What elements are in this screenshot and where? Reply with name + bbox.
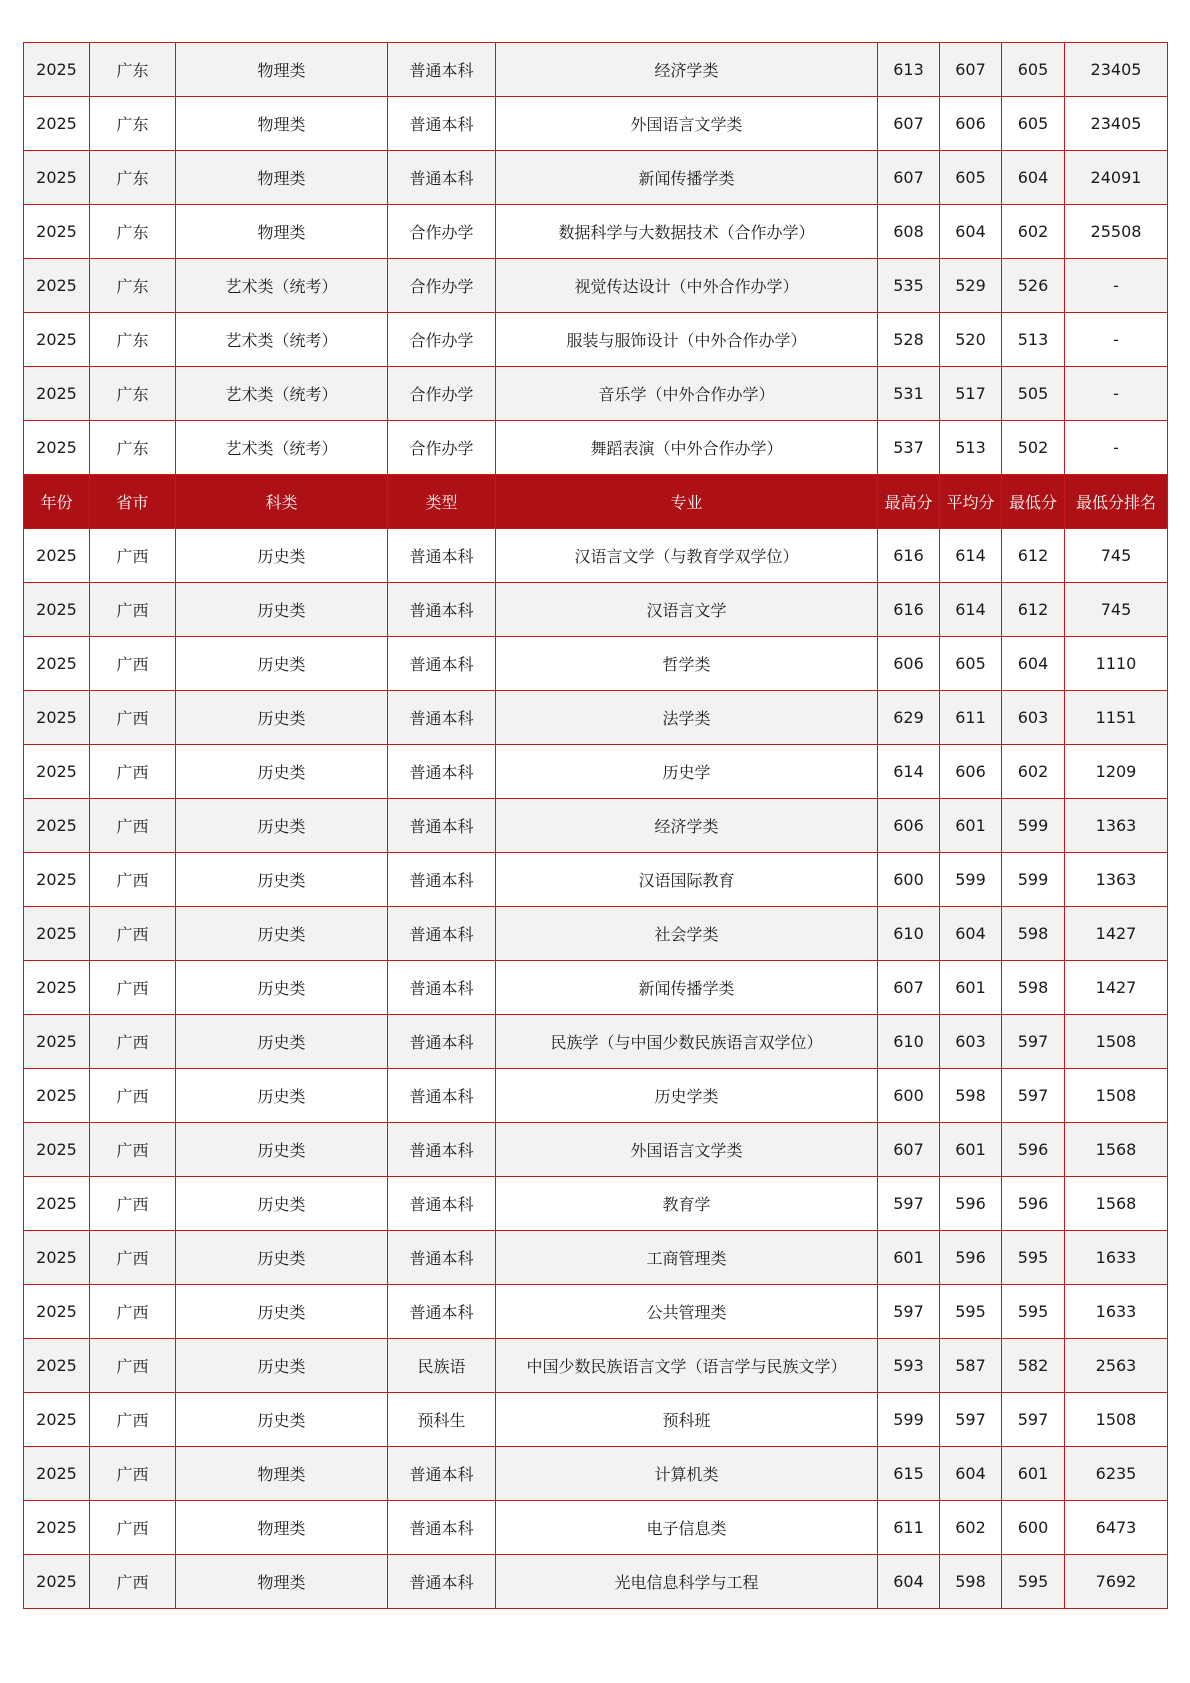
table-row <box>24 313 1168 367</box>
min-rank-cell: 1427 <box>1065 961 1168 1015</box>
min-rank-cell: 745 <box>1065 583 1168 637</box>
avg-score-cell: 596 <box>940 1231 1002 1285</box>
header-min-rank: 最低分排名 <box>1065 475 1168 529</box>
table-body-guangxi <box>24 529 1168 1609</box>
subject-category-cell: 历史类 <box>176 1123 388 1177</box>
province-cell: 广西 <box>90 1447 176 1501</box>
min-rank-cell: 23405 <box>1065 97 1168 151</box>
province-cell: 广西 <box>90 907 176 961</box>
max-score-cell: 610 <box>878 907 940 961</box>
province-cell: 广东 <box>90 313 176 367</box>
program-type-cell: 普通本科 <box>388 1555 496 1609</box>
max-score-cell: 616 <box>878 583 940 637</box>
province-cell: 广西 <box>90 1069 176 1123</box>
avg-score-cell: 606 <box>940 97 1002 151</box>
province-cell: 广西 <box>90 1555 176 1609</box>
province-cell: 广西 <box>90 1231 176 1285</box>
table-row <box>24 1123 1168 1177</box>
year-cell: 2025 <box>24 1393 90 1447</box>
min-score-cell: 526 <box>1002 259 1065 313</box>
province-cell: 广东 <box>90 43 176 97</box>
table-row <box>24 637 1168 691</box>
year-cell: 2025 <box>24 1447 90 1501</box>
year-cell: 2025 <box>24 691 90 745</box>
table-row <box>24 583 1168 637</box>
max-score-cell: 629 <box>878 691 940 745</box>
year-cell: 2025 <box>24 205 90 259</box>
subject-category-cell: 艺术类（统考） <box>176 367 388 421</box>
admission-score-table-page <box>23 42 1167 1609</box>
major-cell: 外国语言文学类 <box>496 97 878 151</box>
max-score-cell: 597 <box>878 1285 940 1339</box>
province-cell: 广西 <box>90 1285 176 1339</box>
min-rank-cell: - <box>1065 313 1168 367</box>
province-cell: 广西 <box>90 1015 176 1069</box>
avg-score-cell: 614 <box>940 583 1002 637</box>
max-score-cell: 607 <box>878 151 940 205</box>
subject-category-cell: 历史类 <box>176 853 388 907</box>
program-type-cell: 普通本科 <box>388 1285 496 1339</box>
major-cell: 公共管理类 <box>496 1285 878 1339</box>
avg-score-cell: 611 <box>940 691 1002 745</box>
avg-score-cell: 598 <box>940 1555 1002 1609</box>
table-row <box>24 853 1168 907</box>
max-score-cell: 614 <box>878 745 940 799</box>
subject-category-cell: 物理类 <box>176 1447 388 1501</box>
year-cell: 2025 <box>24 1339 90 1393</box>
subject-category-cell: 历史类 <box>176 745 388 799</box>
table-row <box>24 367 1168 421</box>
program-type-cell: 合作办学 <box>388 313 496 367</box>
avg-score-cell: 601 <box>940 799 1002 853</box>
province-cell: 广西 <box>90 583 176 637</box>
subject-category-cell: 物理类 <box>176 151 388 205</box>
province-cell: 广西 <box>90 637 176 691</box>
min-rank-cell: 1633 <box>1065 1285 1168 1339</box>
subject-category-cell: 物理类 <box>176 97 388 151</box>
province-cell: 广西 <box>90 691 176 745</box>
major-cell: 社会学类 <box>496 907 878 961</box>
major-cell: 民族学（与中国少数民族语言双学位） <box>496 1015 878 1069</box>
avg-score-cell: 595 <box>940 1285 1002 1339</box>
min-rank-cell: 1363 <box>1065 853 1168 907</box>
min-score-cell: 596 <box>1002 1177 1065 1231</box>
min-rank-cell: 6235 <box>1065 1447 1168 1501</box>
min-rank-cell: 1508 <box>1065 1015 1168 1069</box>
major-cell: 计算机类 <box>496 1447 878 1501</box>
year-cell: 2025 <box>24 1177 90 1231</box>
program-type-cell: 普通本科 <box>388 1177 496 1231</box>
table-row <box>24 259 1168 313</box>
province-cell: 广西 <box>90 1123 176 1177</box>
max-score-cell: 593 <box>878 1339 940 1393</box>
avg-score-cell: 513 <box>940 421 1002 475</box>
major-cell: 视觉传达设计（中外合作办学） <box>496 259 878 313</box>
min-score-cell: 582 <box>1002 1339 1065 1393</box>
subject-category-cell: 历史类 <box>176 1393 388 1447</box>
subject-category-cell: 历史类 <box>176 1231 388 1285</box>
min-rank-cell: - <box>1065 367 1168 421</box>
province-cell: 广西 <box>90 1501 176 1555</box>
subject-category-cell: 历史类 <box>176 961 388 1015</box>
min-score-cell: 502 <box>1002 421 1065 475</box>
province-cell: 广西 <box>90 1393 176 1447</box>
table-row <box>24 529 1168 583</box>
max-score-cell: 607 <box>878 97 940 151</box>
province-cell: 广西 <box>90 1339 176 1393</box>
province-cell: 广西 <box>90 799 176 853</box>
program-type-cell: 普通本科 <box>388 43 496 97</box>
subject-category-cell: 艺术类（统考） <box>176 421 388 475</box>
year-cell: 2025 <box>24 1285 90 1339</box>
subject-category-cell: 历史类 <box>176 637 388 691</box>
subject-category-cell: 历史类 <box>176 799 388 853</box>
min-rank-cell: 1508 <box>1065 1393 1168 1447</box>
max-score-cell: 611 <box>878 1501 940 1555</box>
avg-score-cell: 607 <box>940 43 1002 97</box>
year-cell: 2025 <box>24 1123 90 1177</box>
avg-score-cell: 598 <box>940 1069 1002 1123</box>
header-avg-score: 平均分 <box>940 475 1002 529</box>
table-row <box>24 1393 1168 1447</box>
max-score-cell: 607 <box>878 961 940 1015</box>
program-type-cell: 合作办学 <box>388 421 496 475</box>
subject-category-cell: 历史类 <box>176 1015 388 1069</box>
min-rank-cell: 2563 <box>1065 1339 1168 1393</box>
program-type-cell: 普通本科 <box>388 853 496 907</box>
max-score-cell: 610 <box>878 1015 940 1069</box>
header-min-score: 最低分 <box>1002 475 1065 529</box>
min-rank-cell: 7692 <box>1065 1555 1168 1609</box>
subject-category-cell: 物理类 <box>176 1555 388 1609</box>
major-cell: 外国语言文学类 <box>496 1123 878 1177</box>
table-row <box>24 961 1168 1015</box>
program-type-cell: 普通本科 <box>388 637 496 691</box>
min-rank-cell: 1568 <box>1065 1123 1168 1177</box>
min-score-cell: 595 <box>1002 1231 1065 1285</box>
program-type-cell: 普通本科 <box>388 1123 496 1177</box>
subject-category-cell: 历史类 <box>176 1285 388 1339</box>
program-type-cell: 普通本科 <box>388 1231 496 1285</box>
avg-score-cell: 605 <box>940 151 1002 205</box>
program-type-cell: 预科生 <box>388 1393 496 1447</box>
major-cell: 历史学类 <box>496 1069 878 1123</box>
program-type-cell: 民族语 <box>388 1339 496 1393</box>
year-cell: 2025 <box>24 907 90 961</box>
min-rank-cell: 24091 <box>1065 151 1168 205</box>
min-score-cell: 605 <box>1002 43 1065 97</box>
table-row <box>24 43 1168 97</box>
min-score-cell: 604 <box>1002 637 1065 691</box>
province-cell: 广西 <box>90 529 176 583</box>
program-type-cell: 普通本科 <box>388 1501 496 1555</box>
min-rank-cell: 1151 <box>1065 691 1168 745</box>
min-rank-cell: - <box>1065 421 1168 475</box>
max-score-cell: 600 <box>878 1069 940 1123</box>
subject-category-cell: 历史类 <box>176 691 388 745</box>
avg-score-cell: 517 <box>940 367 1002 421</box>
max-score-cell: 613 <box>878 43 940 97</box>
subject-category-cell: 历史类 <box>176 907 388 961</box>
year-cell: 2025 <box>24 745 90 799</box>
table-row <box>24 691 1168 745</box>
max-score-cell: 606 <box>878 637 940 691</box>
year-cell: 2025 <box>24 421 90 475</box>
subject-category-cell: 历史类 <box>176 1069 388 1123</box>
program-type-cell: 普通本科 <box>388 583 496 637</box>
province-cell: 广东 <box>90 205 176 259</box>
table-row <box>24 1501 1168 1555</box>
subject-category-cell: 艺术类（统考） <box>176 313 388 367</box>
year-cell: 2025 <box>24 583 90 637</box>
table-row <box>24 97 1168 151</box>
major-cell: 舞蹈表演（中外合作办学） <box>496 421 878 475</box>
year-cell: 2025 <box>24 853 90 907</box>
min-score-cell: 599 <box>1002 799 1065 853</box>
year-cell: 2025 <box>24 1501 90 1555</box>
max-score-cell: 604 <box>878 1555 940 1609</box>
table-row <box>24 1231 1168 1285</box>
min-score-cell: 598 <box>1002 907 1065 961</box>
min-score-cell: 601 <box>1002 1447 1065 1501</box>
max-score-cell: 601 <box>878 1231 940 1285</box>
year-cell: 2025 <box>24 259 90 313</box>
min-score-cell: 605 <box>1002 97 1065 151</box>
program-type-cell: 普通本科 <box>388 1069 496 1123</box>
province-cell: 广西 <box>90 745 176 799</box>
max-score-cell: 616 <box>878 529 940 583</box>
year-cell: 2025 <box>24 961 90 1015</box>
year-cell: 2025 <box>24 313 90 367</box>
min-score-cell: 602 <box>1002 205 1065 259</box>
table-row <box>24 1339 1168 1393</box>
min-score-cell: 598 <box>1002 961 1065 1015</box>
min-score-cell: 600 <box>1002 1501 1065 1555</box>
program-type-cell: 普通本科 <box>388 745 496 799</box>
major-cell: 汉语言文学（与教育学双学位） <box>496 529 878 583</box>
min-score-cell: 597 <box>1002 1015 1065 1069</box>
max-score-cell: 531 <box>878 367 940 421</box>
year-cell: 2025 <box>24 529 90 583</box>
max-score-cell: 528 <box>878 313 940 367</box>
program-type-cell: 普通本科 <box>388 1447 496 1501</box>
year-cell: 2025 <box>24 637 90 691</box>
year-cell: 2025 <box>24 1069 90 1123</box>
major-cell: 汉语言文学 <box>496 583 878 637</box>
min-rank-cell: 25508 <box>1065 205 1168 259</box>
table-body-guangdong <box>24 43 1168 475</box>
province-cell: 广东 <box>90 367 176 421</box>
major-cell: 光电信息科学与工程 <box>496 1555 878 1609</box>
province-cell: 广东 <box>90 97 176 151</box>
max-score-cell: 597 <box>878 1177 940 1231</box>
major-cell: 经济学类 <box>496 799 878 853</box>
max-score-cell: 606 <box>878 799 940 853</box>
avg-score-cell: 602 <box>940 1501 1002 1555</box>
subject-category-cell: 历史类 <box>176 1339 388 1393</box>
major-cell: 历史学 <box>496 745 878 799</box>
max-score-cell: 615 <box>878 1447 940 1501</box>
subject-category-cell: 历史类 <box>176 583 388 637</box>
min-rank-cell: 1633 <box>1065 1231 1168 1285</box>
min-score-cell: 595 <box>1002 1555 1065 1609</box>
major-cell: 哲学类 <box>496 637 878 691</box>
min-rank-cell: 1568 <box>1065 1177 1168 1231</box>
table-row <box>24 799 1168 853</box>
subject-category-cell: 历史类 <box>176 1177 388 1231</box>
province-cell: 广西 <box>90 853 176 907</box>
avg-score-cell: 520 <box>940 313 1002 367</box>
avg-score-cell: 604 <box>940 1447 1002 1501</box>
major-cell: 中国少数民族语言文学（语言学与民族文学） <box>496 1339 878 1393</box>
header-year: 年份 <box>24 475 90 529</box>
min-score-cell: 602 <box>1002 745 1065 799</box>
year-cell: 2025 <box>24 1231 90 1285</box>
major-cell: 工商管理类 <box>496 1231 878 1285</box>
year-cell: 2025 <box>24 43 90 97</box>
table-row <box>24 745 1168 799</box>
year-cell: 2025 <box>24 1015 90 1069</box>
table-row <box>24 1015 1168 1069</box>
subject-category-cell: 历史类 <box>176 529 388 583</box>
program-type-cell: 普通本科 <box>388 799 496 853</box>
major-cell: 法学类 <box>496 691 878 745</box>
avg-score-cell: 601 <box>940 961 1002 1015</box>
min-score-cell: 612 <box>1002 529 1065 583</box>
min-rank-cell: 1209 <box>1065 745 1168 799</box>
program-type-cell: 普通本科 <box>388 529 496 583</box>
major-cell: 经济学类 <box>496 43 878 97</box>
province-cell: 广东 <box>90 151 176 205</box>
province-cell: 广东 <box>90 259 176 313</box>
year-cell: 2025 <box>24 367 90 421</box>
table-row <box>24 907 1168 961</box>
major-cell: 教育学 <box>496 1177 878 1231</box>
avg-score-cell: 606 <box>940 745 1002 799</box>
major-cell: 电子信息类 <box>496 1501 878 1555</box>
subject-category-cell: 物理类 <box>176 205 388 259</box>
max-score-cell: 599 <box>878 1393 940 1447</box>
max-score-cell: 537 <box>878 421 940 475</box>
table-row <box>24 1177 1168 1231</box>
min-score-cell: 597 <box>1002 1393 1065 1447</box>
admission-score-table <box>23 42 1168 1609</box>
year-cell: 2025 <box>24 97 90 151</box>
avg-score-cell: 605 <box>940 637 1002 691</box>
min-score-cell: 596 <box>1002 1123 1065 1177</box>
avg-score-cell: 597 <box>940 1393 1002 1447</box>
min-score-cell: 597 <box>1002 1069 1065 1123</box>
min-rank-cell: 6473 <box>1065 1501 1168 1555</box>
program-type-cell: 普通本科 <box>388 907 496 961</box>
header-max-score: 最高分 <box>878 475 940 529</box>
program-type-cell: 合作办学 <box>388 205 496 259</box>
table-header <box>24 475 1168 529</box>
table-row <box>24 1285 1168 1339</box>
major-cell: 汉语国际教育 <box>496 853 878 907</box>
major-cell: 数据科学与大数据技术（合作办学） <box>496 205 878 259</box>
avg-score-cell: 596 <box>940 1177 1002 1231</box>
min-score-cell: 513 <box>1002 313 1065 367</box>
avg-score-cell: 614 <box>940 529 1002 583</box>
major-cell: 新闻传播学类 <box>496 151 878 205</box>
year-cell: 2025 <box>24 799 90 853</box>
major-cell: 服装与服饰设计（中外合作办学） <box>496 313 878 367</box>
table-row <box>24 1069 1168 1123</box>
province-cell: 广西 <box>90 1177 176 1231</box>
avg-score-cell: 604 <box>940 205 1002 259</box>
avg-score-cell: 604 <box>940 907 1002 961</box>
program-type-cell: 合作办学 <box>388 259 496 313</box>
max-score-cell: 607 <box>878 1123 940 1177</box>
min-rank-cell: 745 <box>1065 529 1168 583</box>
subject-category-cell: 艺术类（统考） <box>176 259 388 313</box>
header-major: 专业 <box>496 475 878 529</box>
avg-score-cell: 603 <box>940 1015 1002 1069</box>
table-row <box>24 1447 1168 1501</box>
subject-category-cell: 物理类 <box>176 43 388 97</box>
year-cell: 2025 <box>24 1555 90 1609</box>
program-type-cell: 普通本科 <box>388 97 496 151</box>
header-province: 省市 <box>90 475 176 529</box>
max-score-cell: 608 <box>878 205 940 259</box>
table-row <box>24 421 1168 475</box>
max-score-cell: 535 <box>878 259 940 313</box>
province-cell: 广东 <box>90 421 176 475</box>
table-row <box>24 151 1168 205</box>
avg-score-cell: 601 <box>940 1123 1002 1177</box>
major-cell: 新闻传播学类 <box>496 961 878 1015</box>
major-cell: 音乐学（中外合作办学） <box>496 367 878 421</box>
header-row <box>24 475 1168 529</box>
year-cell: 2025 <box>24 151 90 205</box>
min-score-cell: 599 <box>1002 853 1065 907</box>
program-type-cell: 普通本科 <box>388 151 496 205</box>
min-rank-cell: 1427 <box>1065 907 1168 961</box>
min-score-cell: 612 <box>1002 583 1065 637</box>
program-type-cell: 普通本科 <box>388 1015 496 1069</box>
min-rank-cell: 1363 <box>1065 799 1168 853</box>
min-score-cell: 595 <box>1002 1285 1065 1339</box>
avg-score-cell: 587 <box>940 1339 1002 1393</box>
program-type-cell: 普通本科 <box>388 961 496 1015</box>
min-rank-cell: 1508 <box>1065 1069 1168 1123</box>
avg-score-cell: 599 <box>940 853 1002 907</box>
table-row <box>24 205 1168 259</box>
province-cell: 广西 <box>90 961 176 1015</box>
table-row <box>24 1555 1168 1609</box>
program-type-cell: 普通本科 <box>388 691 496 745</box>
header-subject-category: 科类 <box>176 475 388 529</box>
max-score-cell: 600 <box>878 853 940 907</box>
subject-category-cell: 物理类 <box>176 1501 388 1555</box>
min-rank-cell: - <box>1065 259 1168 313</box>
major-cell: 预科班 <box>496 1393 878 1447</box>
min-score-cell: 603 <box>1002 691 1065 745</box>
avg-score-cell: 529 <box>940 259 1002 313</box>
min-rank-cell: 23405 <box>1065 43 1168 97</box>
min-score-cell: 604 <box>1002 151 1065 205</box>
min-score-cell: 505 <box>1002 367 1065 421</box>
program-type-cell: 合作办学 <box>388 367 496 421</box>
min-rank-cell: 1110 <box>1065 637 1168 691</box>
header-program-type: 类型 <box>388 475 496 529</box>
